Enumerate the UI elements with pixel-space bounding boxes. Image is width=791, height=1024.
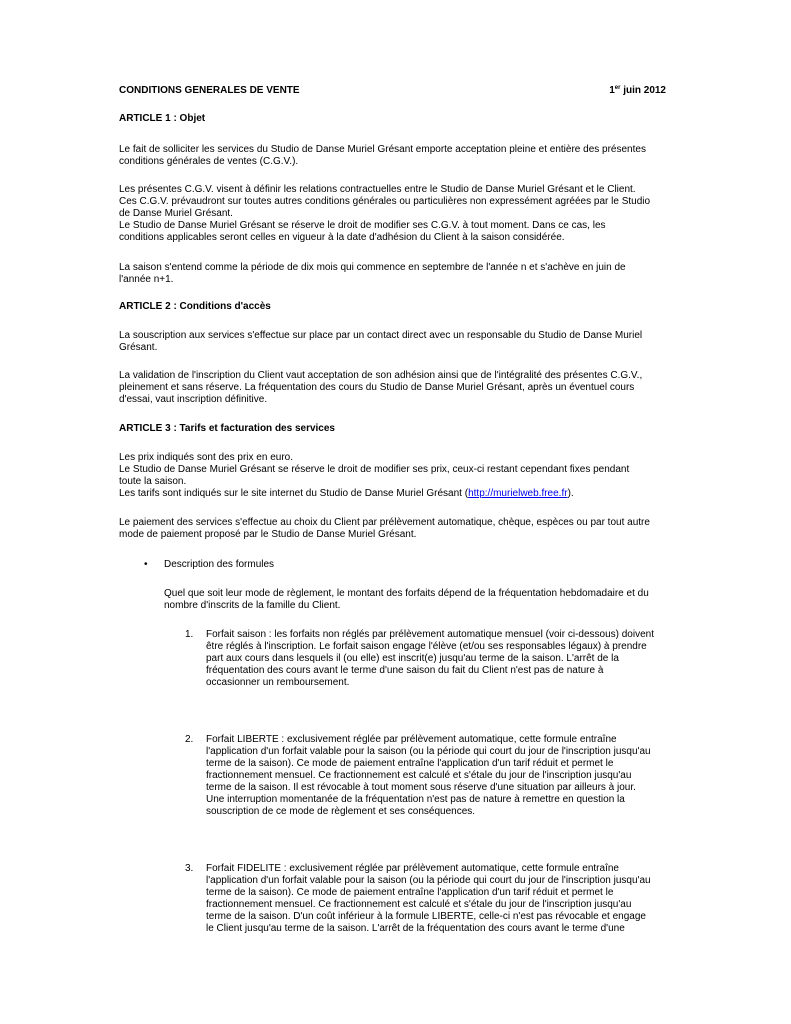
tarifs-line: Les tarifs sont indiqués sur le site internet du Studio de Danse Muriel Grésant (http://murielweb.free.fr). (119, 488, 574, 499)
bullet-icon: • (144, 559, 148, 570)
bullet-label: Description des formules (164, 559, 275, 570)
article-1-paragraph-3: La saison s'entend comme la période de dix mois qui commence en septembre de l'année n et s'achève en juin de l'année n+1. (119, 262, 626, 285)
article-1-paragraph-1: Le fait de solliciter les services du Studio de Danse Muriel Grésant emporte acceptation pleine et entière des présentes conditions générales de ventes (C.G.V.). (119, 144, 646, 167)
article-2-paragraph-1: La souscription aux services s'effectue sur place par un contact direct avec un responsable du Studio de Danse Muriel Grésant. (119, 330, 643, 353)
list-item-3-text: Forfait FIDELITE : exclusivement réglée par prélèvement automatique, cette formule entraîne l'application d'un forfait valable pour la saison (ou la période qui court du jour de l'inscription jusqu'au terme de la saison). Ce mode de paiement entraîne l'application d'un tarif réduit et permet le fractionnement mensuel. Ce fractionnement est calculé et s'étale du jour de l'inscription jusqu'au terme de la saison. D'un coût inférieur à la formule LIBERTE, celle-ci n'est pas révocable et engage le Client jusqu'au terme de la saison. L'arrêt de la fréquentation des cours avant le terme d'une (206, 863, 651, 934)
article-3-paragraph-2: Le paiement des services s'effectue au choix du Client par prélèvement automatique, chèque, espèces ou par tout autre mode de paiement proposé par le Studio de Danse Muriel Grésant. (119, 517, 650, 540)
website-link[interactable]: http://murielweb.free.fr (468, 488, 568, 499)
article-3-paragraph-1: Les prix indiqués sont des prix en euro. Le Studio de Danse Muriel Grésant se réserve le droit de modifier ses prix, ceux-ci restant cependant fixes pendant toute la saison. Les tarifs sont indiqués sur le site internet du Studio de Danse Muriel Grésant (http://murielweb.free.fr). (119, 452, 679, 500)
list-item-2-number: 2. (185, 734, 194, 745)
document-title: CONDITIONS GENERALES DE VENTE (119, 85, 300, 96)
bullet-intro: Quel que soit leur mode de règlement, le montant des forfaits dépend de la fréquentation hebdomadaire et du nombre d'inscrits de la famille du Client. (164, 588, 649, 611)
list-item-1-text: Forfait saison : les forfaits non réglés par prélèvement automatique mensuel (voir ci-dessous) doivent être réglés à l'inscription. Le forfait saison engage l'élève (et/ou ses responsables légaux) à prendre part aux cours dans lesquels il (ou elle) est inscrit(e) jusqu'au terme de la saison. L'arrêt de la fréquentation des cours avant le terme d'une saison du fait du Client n'est pas de nature à occasionner un remboursement. (206, 629, 654, 688)
article-1-paragraph-2: Les présentes C.G.V. visent à définir les relations contractuelles entre le Studio de Danse Muriel Grésant et le Client. Ces C.G.V. prévaudront sur toutes autres conditions générales ou particulières non expressément agréées par le Studio de Danse Muriel Grésant. Le Studio de Danse Muriel Grésant se réserve le droit de modifier ses C.G.V. à tout moment. Dans ce cas, les conditions applicables seront celles en vigueur à la date d'adhésion du Client à la saison considérée. (119, 184, 651, 243)
article-2-heading: ARTICLE 2 : Conditions d'accès (119, 301, 271, 312)
article-2-paragraph-2: La validation de l'inscription du Client vaut acceptation de son adhésion ainsi que de l'intégralité des présentes C.G.V., pleinement et sans réserve. La fréquentation des cours du Studio de Danse Muriel Grésant, après un éventuel cours d'essai, vaut inscription définitive. (119, 370, 643, 405)
list-item-2-text: Forfait LIBERTE : exclusivement réglée par prélèvement automatique, cette formule entraîne l'application d'un forfait valable pour la saison (ou la période qui court du jour de l'inscription jusqu'au terme de la saison). Ce mode de paiement entraîne l'application d'un tarif réduit et permet le fractionnement mensuel. Ce fractionnement est calculé et s'étale du jour de l'inscription jusqu'au terme de la saison. Il est révocable à tout moment sous réserve d'une situation par ailleurs à jour. Une interruption momentanée de la fréquentation n'est pas de nature à remettre en question la souscription de ce mode de règlement et ses conséquences. (206, 734, 651, 817)
list-item-3-number: 3. (185, 863, 194, 874)
list-item-1-number: 1. (185, 629, 194, 640)
article-1-heading: ARTICLE 1 : Objet (119, 113, 206, 124)
document-date: 1er juin 2012 (609, 85, 666, 96)
article-3-heading: ARTICLE 3 : Tarifs et facturation des services (119, 423, 335, 434)
